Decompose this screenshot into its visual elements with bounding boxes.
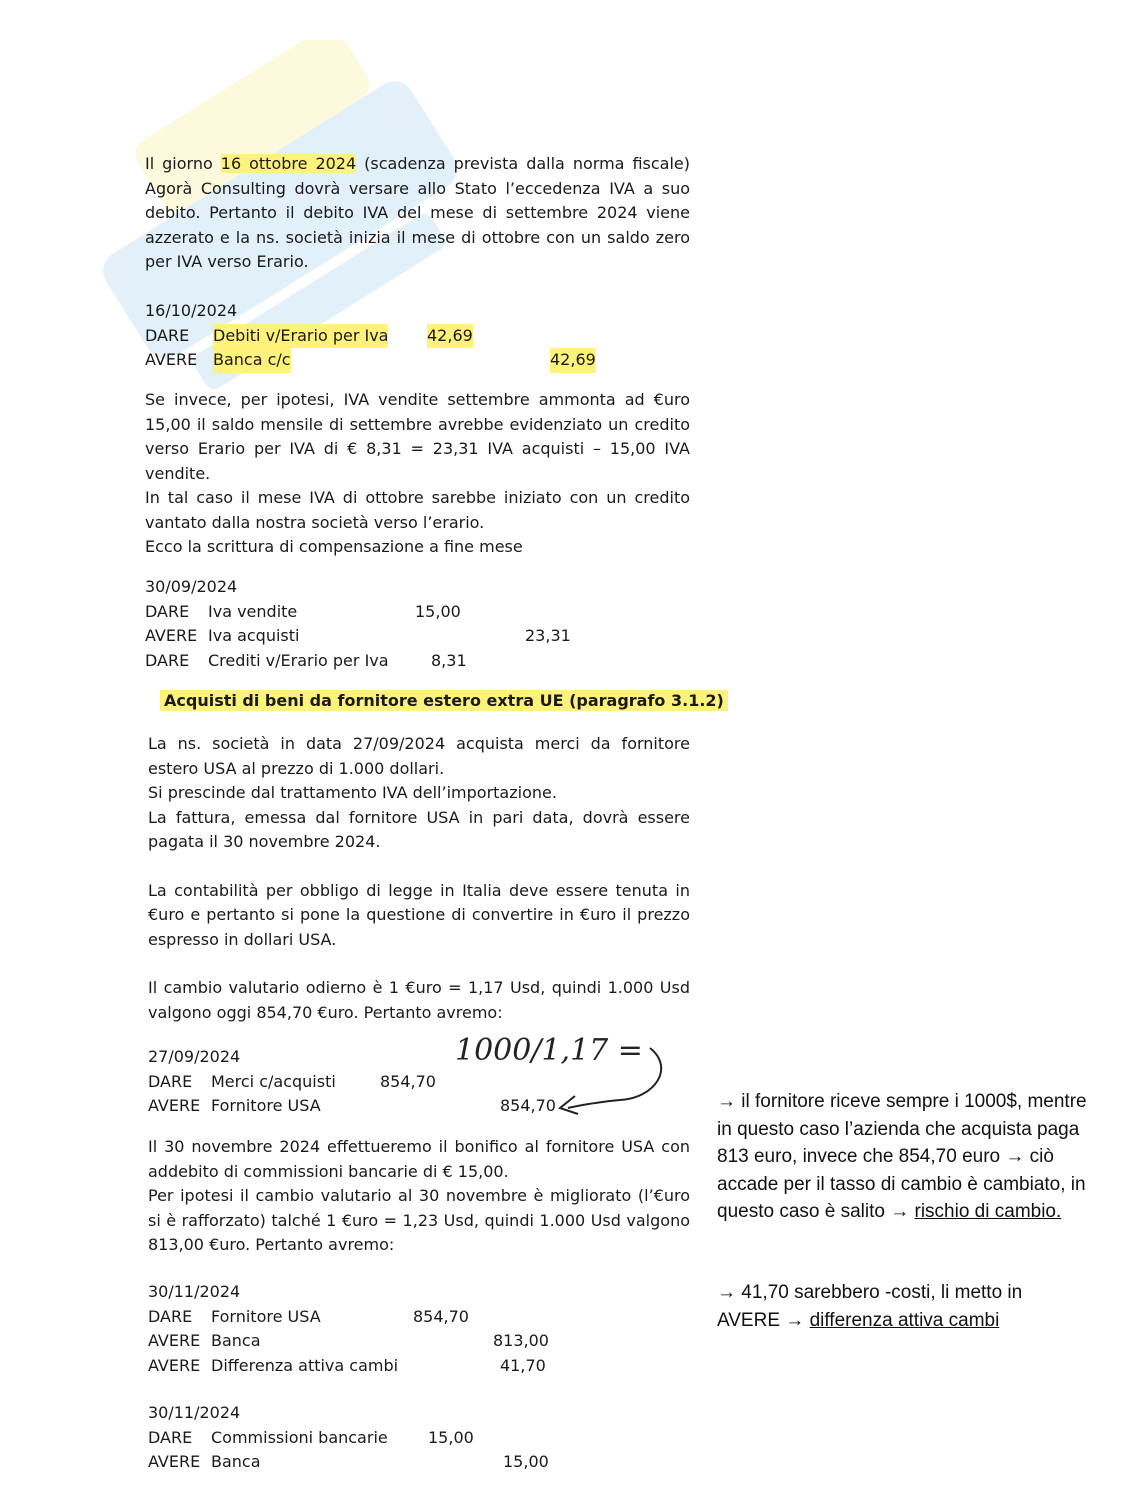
purchase-paragraph: Si prescinde dal trattamento IVA dell’importazione. (148, 783, 557, 802)
journal-account: Merci c/acquisti (211, 1071, 336, 1091)
side-note-underlined: differenza attiva cambi (809, 1309, 1000, 1331)
journal-date: 16/10/2024 (145, 301, 238, 320)
journal-side: DARE (145, 601, 190, 621)
journal-side: DARE (148, 1306, 193, 1326)
journal-account: Debiti v/Erario per Iva (213, 324, 388, 349)
journal-row (148, 1354, 690, 1379)
journal-debit: 15,00 (415, 601, 461, 621)
journal-row (148, 1070, 690, 1095)
intro-paragraph (145, 152, 690, 275)
purchase-paragraph: Il cambio valutario odierno è 1 €uro = 1,17 Usd, quindi 1.000 Usd valgono oggi 854,70 €uro. Pertanto avremo: (148, 978, 690, 1022)
side-note-underlined: rischio di cambio. (914, 1201, 1062, 1222)
intro-text-rest: (scadenza prevista dalla norma fiscale) Agorà Consulting dovrà versare allo Stato l’eccedenza IVA a suo debito. Pertanto il debito IVA del mese di settembre 2024 viene azzerato e la ns. società inizia il mese di ottobre con un saldo zero per IVA verso Erario. (145, 154, 691, 271)
journal-account: Fornitore USA (211, 1096, 321, 1115)
journal-entry-1 (145, 299, 690, 373)
journal-row (148, 1329, 690, 1354)
journal-credit: 15,00 (503, 1452, 549, 1471)
side-note-text (717, 1279, 1087, 1334)
journal-account: Banca (211, 1452, 261, 1471)
journal-credit: 854,70 (500, 1096, 556, 1115)
journal-account: Iva acquisti (208, 626, 300, 645)
journal-debit: 854,70 (380, 1071, 436, 1091)
journal-entry-2 (145, 575, 690, 673)
journal-side: AVERE (148, 1355, 201, 1375)
journal-debit: 854,70 (413, 1306, 469, 1326)
journal-side: DARE (145, 325, 190, 345)
hypothesis-section (145, 388, 690, 560)
purchase-paragraph: La ns. società in data 27/09/2024 acquista merci da fornitore estero USA al prezzo di 1.000 dollari. (148, 734, 690, 778)
journal-row (145, 649, 690, 674)
journal-credit: 42,69 (550, 348, 596, 373)
journal-account: Banca (211, 1331, 261, 1350)
intro-section (145, 152, 690, 275)
journal-debit: 8,31 (431, 650, 467, 670)
highlighted-date: 16 ottobre 2024 (220, 154, 357, 173)
journal-row (145, 324, 690, 349)
purchase-paragraph: La fattura, emessa dal fornitore USA in pari data, dovrà essere pagata il 30 novembre 2024. (148, 807, 690, 851)
journal-date: 30/11/2024 (148, 1403, 241, 1422)
journal-credit: 41,70 (500, 1355, 546, 1375)
journal-side: AVERE (148, 1331, 201, 1350)
side-note-text (717, 1088, 1087, 1226)
journal-side: AVERE (148, 1096, 201, 1115)
side-note-1 (717, 1088, 1087, 1226)
journal-entry-3 (148, 1045, 690, 1119)
journal-row (148, 1094, 690, 1119)
journal-account: Banca c/c (213, 348, 291, 373)
journal-entry-4 (148, 1280, 690, 1378)
journal-side: AVERE (145, 350, 198, 369)
intro-text-start: Il giorno (145, 154, 221, 173)
side-note-body: → 41,70 sarebbero -costi, li metto in AVERE → (717, 1282, 1023, 1331)
journal-credit: 813,00 (493, 1331, 549, 1350)
hypothesis-paragraph: Ecco la scrittura di compensazione a fine mese (145, 537, 523, 556)
journal-credit: 23,31 (525, 626, 571, 645)
payment-paragraph: Per ipotesi il cambio valutario al 30 novembre è migliorato (l’€uro si è rafforzato) talché 1 €uro = 1,23 Usd, quindi 1.000 Usd valgono 813,00 €uro. Pertanto avremo: (148, 1186, 690, 1254)
journal-side: DARE (148, 1071, 193, 1091)
journal-side: AVERE (148, 1452, 201, 1471)
side-note-2 (717, 1279, 1087, 1334)
journal-entry-5 (148, 1401, 690, 1475)
journal-date: 27/09/2024 (148, 1047, 241, 1066)
journal-debit: 42,69 (427, 324, 473, 349)
journal-account: Commissioni bancarie (211, 1427, 388, 1447)
payment-paragraph: Il 30 novembre 2024 effettueremo il bonifico al fornitore USA con addebito di commissioni bancarie di € 15,00. (148, 1137, 690, 1181)
journal-row (145, 600, 690, 625)
journal-account: Crediti v/Erario per Iva (208, 650, 389, 670)
journal-account: Differenza attiva cambi (211, 1355, 399, 1375)
journal-side: DARE (145, 650, 190, 670)
journal-row (145, 624, 690, 649)
section-title: Acquisti di beni da fornitore estero extra UE (paragrafo 3.1.2) (160, 690, 728, 711)
journal-row (148, 1450, 690, 1475)
journal-date: 30/11/2024 (148, 1282, 241, 1301)
purchase-paragraph: La contabilità per obbligo di legge in Italia deve essere tenuta in €uro e pertanto si pone la questione di convertire in €uro il prezzo espresso in dollari USA. (148, 880, 690, 949)
purchase-section (148, 732, 690, 1025)
hypothesis-paragraph: Se invece, per ipotesi, IVA vendite settembre ammonta ad €uro 15,00 il saldo mensile di settembre avrebbe evidenziato un credito verso Erario per IVA di € 8,31 = 23,31 IVA acquisti – 15,00 IVA vendite. (145, 390, 690, 483)
journal-debit: 15,00 (428, 1427, 474, 1447)
hypothesis-paragraph: In tal caso il mese IVA di ottobre sarebbe iniziato con un credito vantato dalla nostra società verso l’erario. (145, 488, 690, 532)
journal-side: AVERE (145, 626, 198, 645)
journal-account: Fornitore USA (211, 1306, 321, 1326)
handwritten-note: 1000/1,17 = (455, 1033, 643, 1068)
journal-account: Iva vendite (208, 601, 298, 621)
journal-row (145, 348, 690, 373)
journal-row (148, 1305, 690, 1330)
payment-section (148, 1135, 690, 1258)
journal-date: 30/09/2024 (145, 577, 238, 596)
journal-row (148, 1426, 690, 1451)
journal-side: DARE (148, 1427, 193, 1447)
side-note-body: → il fornitore riceve sempre i 1000$, mentre in questo caso l’azienda che acquista paga 813 euro, invece che 854,70 euro → ciò accade per il tasso di cambio è cambiato, in questo caso è salito → (717, 1091, 1087, 1222)
